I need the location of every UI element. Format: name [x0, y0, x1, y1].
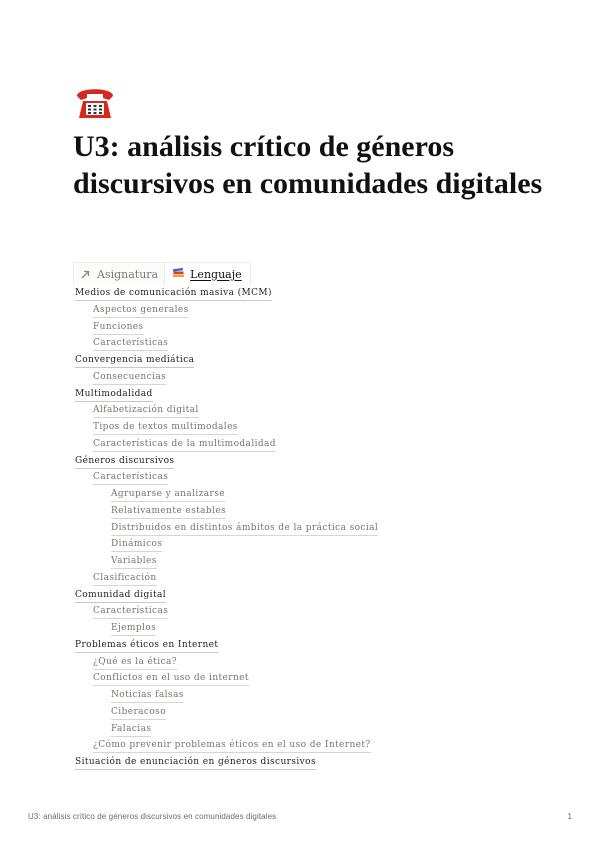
toc-item[interactable]: Falacias [111, 723, 151, 737]
toc-item[interactable]: Características [93, 337, 168, 351]
toc-item[interactable]: Características de la multimodalidad [93, 438, 276, 452]
toc-item[interactable]: Tipos de textos multimodales [93, 421, 238, 435]
toc-item[interactable]: Medios de comunicación masiva (MCM) [75, 287, 272, 301]
toc-item[interactable]: Distribuidos en distintos ámbitos de la práctica social [111, 522, 378, 536]
property-key [74, 263, 165, 285]
toc-item[interactable]: Consecuencias [93, 371, 166, 385]
toc-item[interactable]: Agruparse y analizarse [111, 488, 225, 502]
toc-item[interactable]: Géneros discursivos [75, 455, 174, 469]
toc-item[interactable]: Comunidad digital [75, 589, 166, 603]
books-icon [172, 267, 185, 281]
toc-item[interactable]: Problemas éticos en Internet [75, 639, 218, 653]
property-value[interactable] [165, 263, 250, 285]
property-value-link[interactable]: Lenguaje [190, 267, 242, 281]
page-title: U3: análisis crítico de géneros discursivos en comunidades digitales [73, 130, 543, 200]
toc-item[interactable]: Características [93, 471, 168, 485]
toc-item[interactable]: Convergencia mediática [75, 354, 194, 368]
toc-item[interactable]: Multimodalidad [75, 388, 153, 402]
toc-item[interactable]: ¿Cómo prevenir problemas éticos en el uso de Internet? [93, 739, 371, 753]
toc-item[interactable]: Situación de enunciación en géneros discursivos [75, 756, 316, 770]
toc-item[interactable]: Ciberacoso [111, 706, 166, 720]
toc-item[interactable]: Noticias falsas [111, 689, 184, 703]
toc-item[interactable]: Relativamente estables [111, 505, 226, 519]
property-key-label: Asignatura [97, 267, 159, 281]
property-row [73, 262, 251, 285]
toc-item[interactable]: Ejemplos [111, 622, 156, 636]
toc-item[interactable]: Dinámicos [111, 538, 162, 552]
footer-title: U3: análisis crítico de géneros discursivos en comunidades digitales [28, 812, 277, 821]
page-number: 1 [567, 812, 572, 821]
relation-arrow-icon [81, 270, 90, 279]
toc-item[interactable]: Aspectos generales [93, 304, 189, 318]
toc-item[interactable]: Clasificación [93, 572, 157, 586]
toc-item[interactable]: Características [93, 605, 168, 619]
toc-item[interactable]: Conflictos en el uso de internet [93, 672, 249, 686]
toc-item[interactable]: Alfabetización digital [93, 404, 199, 418]
toc-item[interactable]: Variables [111, 555, 157, 569]
toc-item[interactable]: Funciones [93, 321, 144, 335]
toc-item[interactable]: ¿Qué es la ética? [93, 656, 177, 670]
telephone-icon [74, 82, 116, 122]
